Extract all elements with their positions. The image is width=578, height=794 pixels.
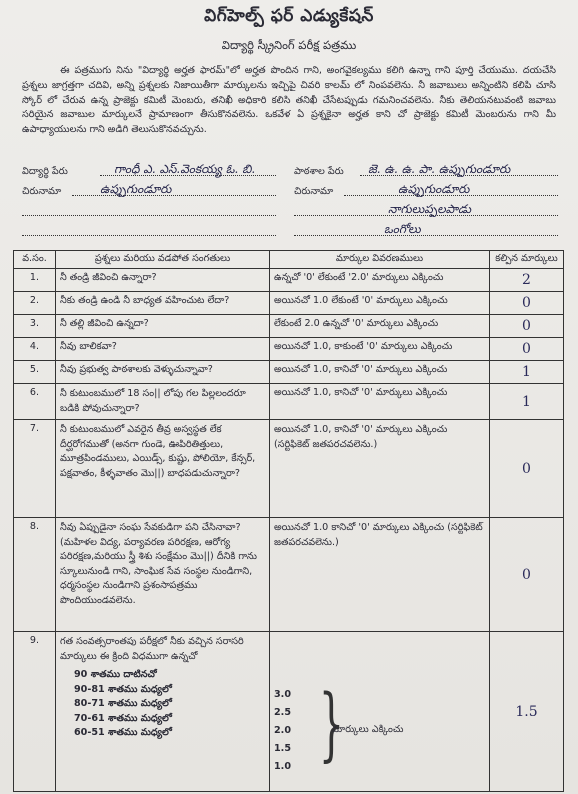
- form-subtitle: విద్యార్థి స్క్రీనింగ్ పరీక్ష పత్రము: [221, 38, 357, 52]
- row-mark-value[interactable]: 0: [490, 420, 564, 518]
- row-sno: 6.: [14, 384, 56, 420]
- row-marking: అయినచో 1.0, కానిచో '0' మార్కులు ఎక్కించు: [270, 384, 490, 420]
- marks-band-score: 2.5: [274, 707, 291, 718]
- address2-value-3[interactable]: ఒంగోలు: [384, 222, 421, 236]
- row-marking: [270, 632, 490, 792]
- row-sno: 1.: [14, 269, 56, 292]
- form-title: విగ్‌హెల్ప్ ఫర్ ఎడ్యుకేషన్: [204, 6, 374, 26]
- row-question: నీకు తండ్రి ఉండి నీ బాధ్యత వహించుట లేదా?: [56, 292, 270, 315]
- row-marking: అయినచో 1.0, కానిచో '0' మార్కులు ఎక్కించు (సర్టిఫికెట్ జతపరచవలెను.): [270, 420, 490, 518]
- row-marking: లేకుంటే 2.0 ఉన్నచో '0' మార్కులు ఎక్కించు: [270, 315, 490, 338]
- row-marking: అయినచో 1.0 కానిచో '0' మార్కులు ఎక్కించు (సర్టిఫికెట్ జతపరచవలెను.): [270, 518, 490, 632]
- row-sno: 7.: [14, 420, 56, 518]
- info-row-extra-1: [22, 204, 562, 220]
- row-mark-value[interactable]: 1: [490, 384, 564, 420]
- criteria-table-header: [14, 251, 564, 269]
- header-marking: మార్కుల వివరణములు: [270, 251, 490, 269]
- table-row: [14, 518, 564, 632]
- address2-label: చిరునామా: [294, 186, 334, 197]
- table-row: [14, 269, 564, 292]
- marks-band-label: 70-61 శాతము మధ్యలో: [74, 712, 172, 724]
- instructions-paragraph: ఈ పత్రముగు నిను "విద్యార్థి అర్హత ఫారమ్"లో అర్హత పొందిన గాని, అంగవైకల్యము కలిగి ఉన్నా గాని పూర్తి చేయుము. దయచేసి ప్రశ్నలు జాగ్రత్తగా చదివి, అన్ని ప్రశ్నలకు నిజాయితీగా మార్కులను ఇచ్చిపై చివరి కాలమ్ లో నింపవలెను. నీ జవాబులు అన్నింటిని కలిపి చూసి స్కోర్ లో చేరువ ఉన్న ప్రాజెక్టు కమిటీ మెంబరు, తనిఖీ అధికారి కలిసి తనిఖీ చేసేటప్పుడు గమనించవలెను. నీకు తెలియనటువంటి జవాబు సరియైన జవాబుల మార్కులనే ప్రామాణంగా తీసుకొనవలెను. ఒకవేళ ఏ ప్రశ్నకైనా అర్హత కాని చో ప్రాజెక్టు కమిటీ మెంబరును గాని మీ ఉపాధ్యాయులను గాని అడిగి తెలుసుకొనవచ్చును.: [22, 65, 556, 136]
- marks-band-intro: గత సంవత్సరాంతపు పరీక్షలో నీకు వచ్చిన సరాసరి మార్కులు ఈ క్రింది విధముగా ఉన్నచో: [60, 636, 244, 662]
- row-question: నీ కుటుంబములో ఎవరైన తీవ్ర అస్వస్థత లేక దీర్ఘరోగముతో (అనగా గుండె, ఊపిరితిత్తులు, మూత్రపిండములు, ఎయిడ్స్, కుష్టు, పోలియో, కేన్సర్, పక్షవాతం, కీళ్ళవాతం మొ||) బాధపడుచున్నారా?: [56, 420, 270, 518]
- address2-value-1[interactable]: ఉప్పుగుండూరు: [398, 182, 470, 196]
- marks-band-score: 1.5: [274, 743, 291, 754]
- blank-line-right-2: [294, 235, 558, 236]
- table-row-marks-bands: [14, 632, 564, 792]
- row-sno: 2.: [14, 292, 56, 315]
- info-row-extra-2: [22, 224, 562, 240]
- table-row: [14, 384, 564, 420]
- row-question: నీ కుటుంబములో 18 సం|| లోపు గల పిల్లలందరూ బడికి పోవుచున్నారా?: [56, 384, 270, 420]
- criteria-table: [13, 250, 564, 792]
- row-sno: 4.: [14, 338, 56, 361]
- table-row: [14, 292, 564, 315]
- row-question: నీవు ప్రభుత్వ పాఠశాలకు వెళ్ళుచున్నావా?: [56, 361, 270, 384]
- table-row: [14, 315, 564, 338]
- row-sno: 8.: [14, 518, 56, 632]
- marks-band-label: 90 శాతము దాటినచో: [74, 669, 157, 680]
- row-marking: అయినచో 1.0, కానిచో '0' మార్కులు ఎక్కించు: [270, 361, 490, 384]
- row-marking: అయినచో 1.0, కాకుంటే '0' మార్కులు ఎక్కించు: [270, 338, 490, 361]
- marks-band-score: 2.0: [274, 725, 291, 736]
- address2-value-2[interactable]: నాగులుప్పలపాడు: [388, 202, 472, 216]
- blank-line-left-1: [22, 215, 276, 216]
- row-question: నీ తల్లి జీవించి ఉన్నదా?: [56, 315, 270, 338]
- student-name-value[interactable]: గాంధీ ఎ. ఎస్.వెంకయ్య ఓ. బి.: [114, 162, 256, 176]
- marks-band-scores: [274, 688, 291, 778]
- row-sno: 5.: [14, 361, 56, 384]
- brace-glyph: }: [318, 677, 345, 770]
- row-marking: ఉన్నచో '0' లేకుంటే '2.0' మార్కులు ఎక్కించు: [270, 269, 490, 292]
- row-mark-value[interactable]: 0: [490, 315, 564, 338]
- address-label: చిరునామా: [22, 186, 62, 197]
- table-row: [14, 361, 564, 384]
- marks-band-label: 90-81 శాతము మధ్యలో: [74, 683, 172, 695]
- student-name-label: విద్యార్థి పేరు: [22, 166, 68, 177]
- row-mark-value[interactable]: 0: [490, 292, 564, 315]
- blank-line-left-2: [22, 235, 276, 236]
- header-question: ప్రశ్నలు మరియు వడపోత సంగతులు: [56, 251, 270, 269]
- row-question: నీ తండ్రి జీవించి ఉన్నారా?: [56, 269, 270, 292]
- school-name-value[interactable]: జె. ఉ. ఉ. పా. ఉప్పుగుండూరు: [368, 162, 511, 176]
- row-mark-value[interactable]: 1.5: [490, 632, 564, 792]
- marks-band-instruction: మార్కులు ఎక్కించు: [332, 724, 404, 735]
- row-sno: 3.: [14, 315, 56, 338]
- table-row: [14, 420, 564, 518]
- row-mark-value[interactable]: 1: [490, 361, 564, 384]
- info-row-names: [22, 164, 562, 180]
- row-mark-value[interactable]: 2: [490, 269, 564, 292]
- header-sno: వ.సం.: [14, 251, 56, 269]
- header-marks: కల్పిన మార్కులు: [490, 251, 564, 269]
- row-marking: అయినచో 1.0 లేకుంటే '0' మార్కులు ఎక్కించు: [270, 292, 490, 315]
- school-name-label: పాఠశాల పేరు: [294, 166, 344, 177]
- marks-band-label: 80-71 శాతము మధ్యలో: [74, 698, 172, 709]
- address-value[interactable]: ఉప్పుగుండూరు: [100, 182, 172, 196]
- marks-band-score: 3.0: [274, 689, 291, 700]
- table-row: [14, 338, 564, 361]
- row-question: నీవు బాలికవా?: [56, 338, 270, 361]
- row-question: నీవు ఏప్పుడైనా సంఘ సేవకుడిగా పని చేసినావా? (మహిళల విద్య, పర్యావరణ పరిరక్షణ, ఆరోగ్య పరిరక్షణ,మరియు స్త్రీ శిశు సంక్షేమం మొ||) దీనికి గాను స్కూలునుండి గాని, సాంఘిక సేవ సంస్థల నుండిగాని, ధర్మసంస్థల నుండిగాని ప్రశంసాపత్రము పొందియుండవలెను.: [56, 518, 270, 632]
- row-sno: 9.: [14, 632, 56, 792]
- marks-band-score: 1.0: [274, 761, 291, 772]
- info-row-address: [22, 184, 562, 200]
- row-mark-value[interactable]: 0: [490, 518, 564, 632]
- marks-band-label: 60-51 శాతము మధ్యలో: [74, 727, 172, 738]
- row-question: [56, 632, 270, 792]
- row-mark-value[interactable]: 0: [490, 338, 564, 361]
